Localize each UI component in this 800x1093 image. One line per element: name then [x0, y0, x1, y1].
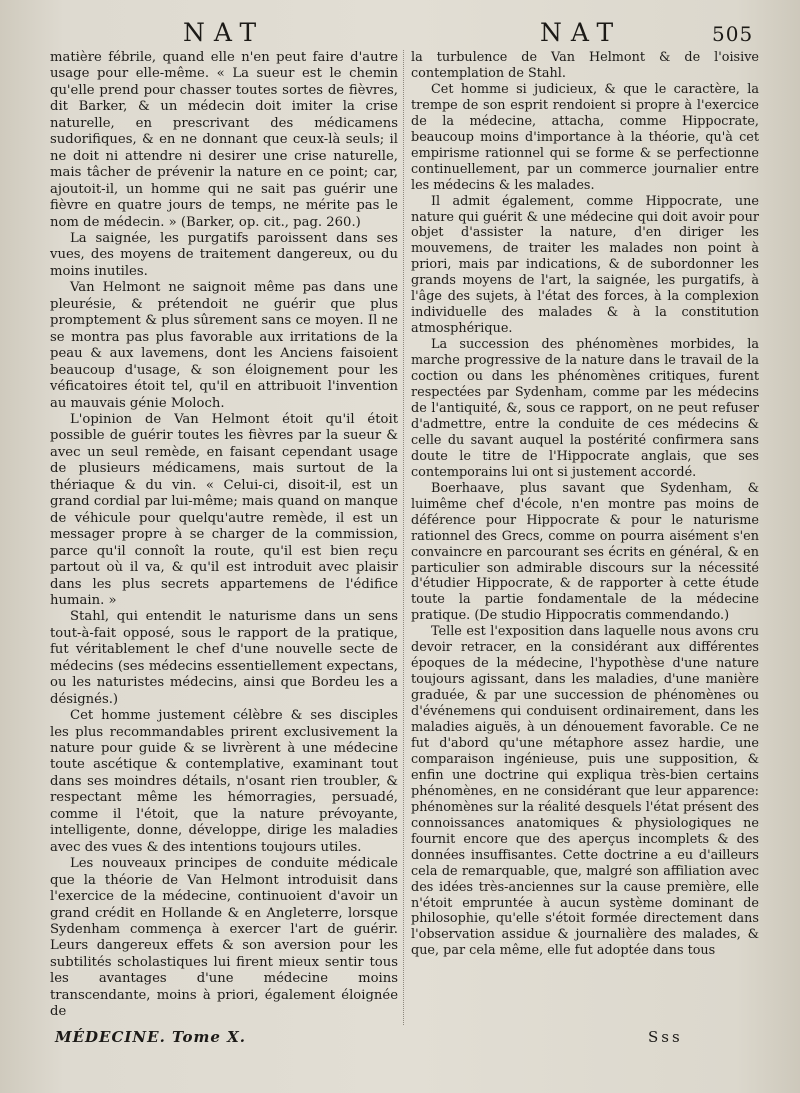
paragraph: la turbulence de Van Helmont & de l'oisive contemplation de Stahl.: [411, 50, 759, 81]
paragraph: Il admit également, comme Hippocrate, une nature qui guérit & une médecine qui doit avoir pour objet d'assister la nature, d'en diriger les mouvemens, de traiter les malades non point à priori, mais par indications, & de subordonner les grands moyens de l'art, la saignée, les purgatifs, à l'âge des sujets, à l'état des forces, à la complexion individuelle des malades & à la constitution atmosphérique.: [411, 193, 759, 337]
page-footer: [0, 1028, 800, 1052]
paragraph: La succession des phénomènes morbides, la marche progressive de la nature dans le travail de la coction ou dans les phénomènes critiques, furent respectées par Sydenham, comme par les médecins de l'antiquité, &, sous ce rapport, on ne peut refuser d'admettre, entre la conduite de ces médecins & celle du savant auquel la postérité confirmera sans doute le titre de l'Hippocrate anglais, que ses contemporains lui ont si justement accordé.: [411, 337, 759, 480]
paragraph: Cet homme justement célèbre & ses disciples les plus recommandables prirent exclusivement la nature pour guide & se livrèrent à une médecine toute ascétique & contemplative, examinant tout dans ses moindres détails, n'osant rien troubler, & respectant même les hémorragies, persuadé, comme il l'étoit, que la nature prévoyante, intelligente, donne, développe, dirige les maladies avec des vues & des intentions toujours utiles.: [50, 708, 398, 855]
page-number: 505: [712, 22, 754, 46]
paragraph: L'opinion de Van Helmont étoit qu'il étoit possible de guérir toutes les fièvres par la sueur & avec un seul remède, en faisant cependant usage de plusieurs médicamens, mais surtout de la thériaque & du vin. « Celui-ci, disoit-il, est un grand cordial par lui-même; mais quand on manque de véhicule pour quelqu'autre remède, il est un messager propre à se charger de la commission, parce qu'il connoît la route, qu'il est bien reçu partout où il va, & qu'il est introduit avec plaisir dans les plus secrets appartemens de l'édifice humain. »: [50, 411, 398, 608]
paragraph: Telle est l'exposition dans laquelle nous avons cru devoir retracer, en la considérant aux différentes époques de la médecine, l'hypothèse d'une nature toujours agissant, dans les maladies, d'une manière graduée, & par une succession de phénomènes ou d'événemens qui conduisent ordinairement, dans les maladies aiguës, à un dénouement favorable. Ce ne fut d'abord qu'une métaphore assez hardie, une comparaison ingénieuse, puis une supposition, & enfin une doctrine qui expliqua très-bien certains phénomènes, en ne considérant que leur apparence: phénomènes sur la réalité desquels l'état présent des connoissances anatomiques & physiologiques ne fournit encore que des aperçus incomplets & des données insuffisantes. Cette doctrine a eu d'ailleurs cela de remarquable, que, malgré son affiliation avec des idées très-anciennes sur la cause première, elle n'étoit empruntée à aucun système dominant de philosophie, qu'elle s'étoit formée directement dans l'observation assidue & journalière des malades, & que, par cela même, elle fut adoptée dans tous: [411, 624, 759, 959]
paragraph: Van Helmont ne saignoit même pas dans une pleurésie, & prétendoit ne guérir que plus promptement & plus sûrement sans ce moyen. Il ne se montra pas plus favorable aux irritations de la peau & aux lavemens, dont les Anciens faisoient beaucoup d'usage, & son éloignement pour les véficatoires étoit tel, qu'il en attribuoit l'invention au mauvais génie Moloch.: [50, 280, 398, 411]
running-head: [0, 18, 800, 48]
running-head-left: NAT: [183, 18, 266, 47]
column-divider: [403, 50, 404, 1025]
left-column: [50, 50, 398, 1021]
paragraph: Cet homme si judicieux, & que le caractère, la trempe de son esprit rendoient si propre à l'exercice de la médecine, attacha, comme Hippocrate, beaucoup moins d'importance à la théorie, qu'à cet empirisme rationnel qui se forme & se perfectionne continuellement, par un commerce journalier entre les médecins & les malades.: [411, 81, 759, 193]
paragraph: Stahl, qui entendit le naturisme dans un sens tout-à-fait opposé, sous le rapport de la pratique, fut véritablement le chef d'une nouvelle secte de médecins (ses médecins essentiellement expectans, ou les naturistes médecins, ainsi que Bordeu les a désignés.): [50, 609, 398, 707]
paragraph: Boerhaave, plus savant que Sydenham, & luimême chef d'école, n'en montre pas moins de déférence pour Hippocrate & pour le naturisme rationnel des Grecs, comme on pourra aisément s'en convaincre en parcourant ses écrits en général, & en particulier son admirable discours sur la nécessité d'étudier Hippocrate, & de rapporter à cette étude toute la partie fondamentale de la médecine pratique. (De studio Hippocratis commendando.): [411, 480, 759, 624]
right-column: [411, 50, 759, 959]
paragraph: Les nouveaux principes de conduite médicale que la théorie de Van Helmont introduisit dans l'exercice de la médecine, continuoient d'avoir un grand crédit en Hollande & en Angleterre, lorsque Sydenham commença à exercer l'art de guérir. Leurs dangereux effets & son aversion pour les subtilités scholastiques lui firent mieux sentir tous les avantages d'une médecine moins transcendante, moins à priori, également éloignée de: [50, 856, 398, 1020]
paragraph: matière fébrile, quand elle n'en peut faire d'autre usage pour elle-même. « La sueur est le chemin qu'elle prend pour chasser toutes sortes de fièvres, dit Barker, & un médecin doit imiter la crise naturelle, en prescrivant des médicamens sudorifiques, & en ne donnant que ceux-là seuls; il ne doit ni attendre ni desirer une crise naturelle, mais tâcher de prévenir la nature en ce point; car, ajoutoit-il, un homme qui ne sait pas guérir une fièvre en quatre jours de temps, ne mérite pas le nom de médecin. » (Barker, op. cit., pag. 260.): [50, 50, 398, 230]
running-head-right: NAT: [540, 18, 623, 47]
signature-line: MÉDECINE. Tome X.: [55, 1028, 246, 1046]
signature-mark: Sss: [648, 1028, 683, 1046]
paragraph: La saignée, les purgatifs paroissent dans ses vues, des moyens de traitement dangereux, ou du moins inutiles.: [50, 230, 398, 279]
